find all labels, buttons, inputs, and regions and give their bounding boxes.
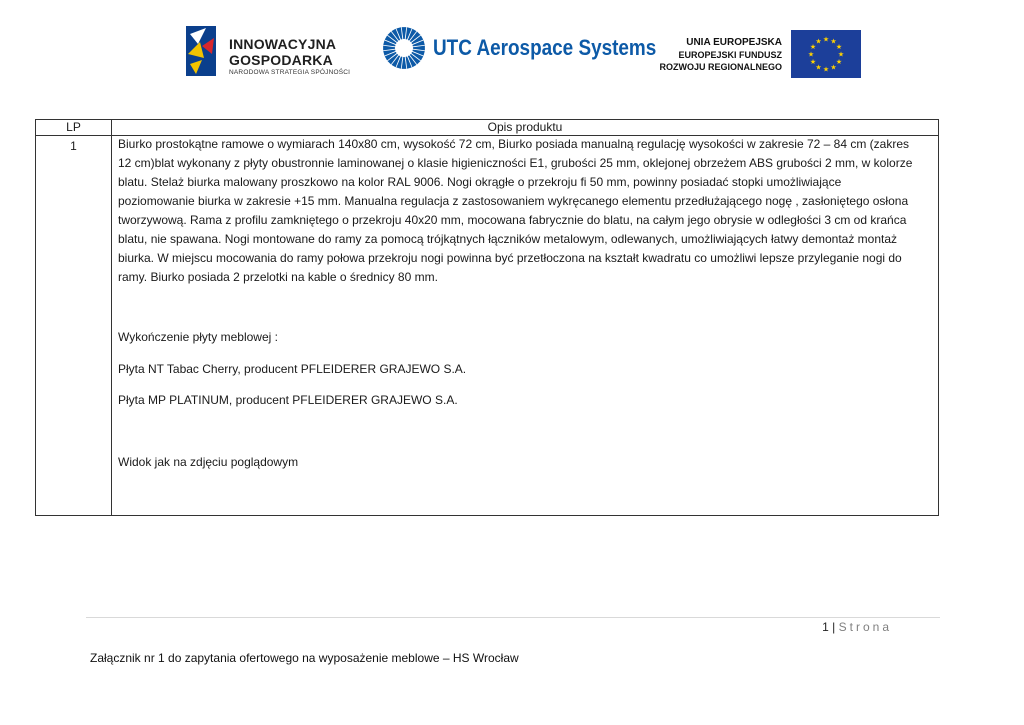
innowacyjna-gospodarka-emblem-icon [184, 24, 218, 78]
page-word: Strona [838, 620, 892, 634]
utc-sunburst-icon [382, 26, 426, 70]
description-line: biurka. W miejscu mocowania do ramy połowa przekroju nogi powinna być przetłoczona na kształt kwadratu co umożliwi lepsze przyleganie nogi do [118, 251, 902, 265]
svg-text:★: ★ [837, 50, 845, 59]
eu-flag-icon [791, 30, 861, 78]
logo-ig-line2: GOSPODARKA [229, 52, 333, 68]
view-note: Widok jak na zdjęciu poglądowym [118, 455, 299, 469]
column-header-lp: LP [66, 120, 81, 134]
footer-divider [86, 617, 940, 618]
description-line: tworzywową. Rama z profilu zamkniętego o przekroju 40x20 mm, mocowana fabrycznie do blatu, na całym jego obrysie w odległości 3 cm od krańca [118, 213, 907, 227]
description-line: 12 cm)blat wykonany z płyty obustronnie laminowanej o klasie higieniczności E1, grubości 25 mm, oklejonej obrzeżem ABS grubości 2 mm, w kolorze [118, 156, 913, 170]
description-line: Biurko prostokątne ramowe o wymiarach 140x80 cm, wysokość 72 cm, Biurko posiada manualną regulację wysokości w zakresie 72 – 84 cm (zakres [118, 137, 910, 151]
svg-text:★: ★ [830, 63, 837, 72]
svg-text:★: ★ [822, 65, 830, 74]
svg-text:★: ★ [809, 58, 817, 66]
page-number-value: 1 [822, 620, 829, 634]
finish-title: Wykończenie płyty meblowej : [118, 330, 278, 344]
utc-aerospace-logo [382, 26, 657, 70]
product-table [35, 119, 939, 516]
svg-text:★: ★ [807, 50, 815, 59]
svg-text:★: ★ [822, 35, 830, 44]
finish-option-2: Płyta MP PLATINUM, producent PFLEIDERER GRAJEWO S.A. [118, 393, 458, 407]
column-header-opis: Opis produktu [487, 120, 563, 134]
svg-text:★: ★ [815, 37, 822, 46]
finish-option-1: Płyta NT Tabac Cherry, producent PFLEIDERER GRAJEWO S.A. [118, 362, 467, 376]
attachment-caption: Załącznik nr 1 do zapytania ofertowego na wyposażenie meblowe – HS Wrocław [90, 651, 519, 665]
eu-logo-line2: EUROPEJSKI FUNDUSZ [678, 50, 782, 60]
svg-text:★: ★ [835, 43, 843, 51]
description-line: blatu, nie spawana. Nogi montowane do ramy za pomocą trójkątnych łączników metalowym, odlewanych, umożliwiających łatwy demontaż montaż [118, 232, 898, 246]
eu-logo [659, 30, 864, 80]
logo-ig-line1: INNOWACYJNA [229, 36, 337, 52]
svg-text:★: ★ [830, 37, 837, 46]
svg-text:★: ★ [809, 43, 817, 51]
description-line: poziomowanie biurka w zakresie +15 mm. Manualna regulacja z zastosowaniem wykręcanego elementu przedłużającego nogę , zasłoniętego osłona [118, 194, 909, 208]
svg-text:★: ★ [835, 58, 843, 66]
logo-ig-line3: NARODOWA STRATEGIA SPÓJNOŚCI [229, 69, 351, 76]
description-line: blatu. Stelaż biurka malowany proszkowo na kolor RAL 9006. Nogi okrągłe o przekroju fi 50 mm, powinny posiadać stopki umożliwiające [118, 175, 842, 189]
description-line: ramy. Biurko posiada 2 przelotki na kable o średnicy 80 mm. [118, 270, 438, 284]
eu-logo-line1: UNIA EUROPEJSKA [686, 37, 782, 48]
page-number [822, 620, 892, 634]
table-column-divider [111, 120, 112, 515]
product-description [118, 135, 930, 287]
innowacyjna-gospodarka-logo [184, 24, 354, 80]
eu-logo-line3: ROZWOJU REGIONALNEGO [659, 62, 782, 72]
utc-logo-text: UTC Aerospace Systems [433, 35, 657, 60]
row-number: 1 [70, 139, 77, 153]
page-number-separator: | [832, 620, 836, 634]
svg-text:★: ★ [815, 63, 822, 72]
